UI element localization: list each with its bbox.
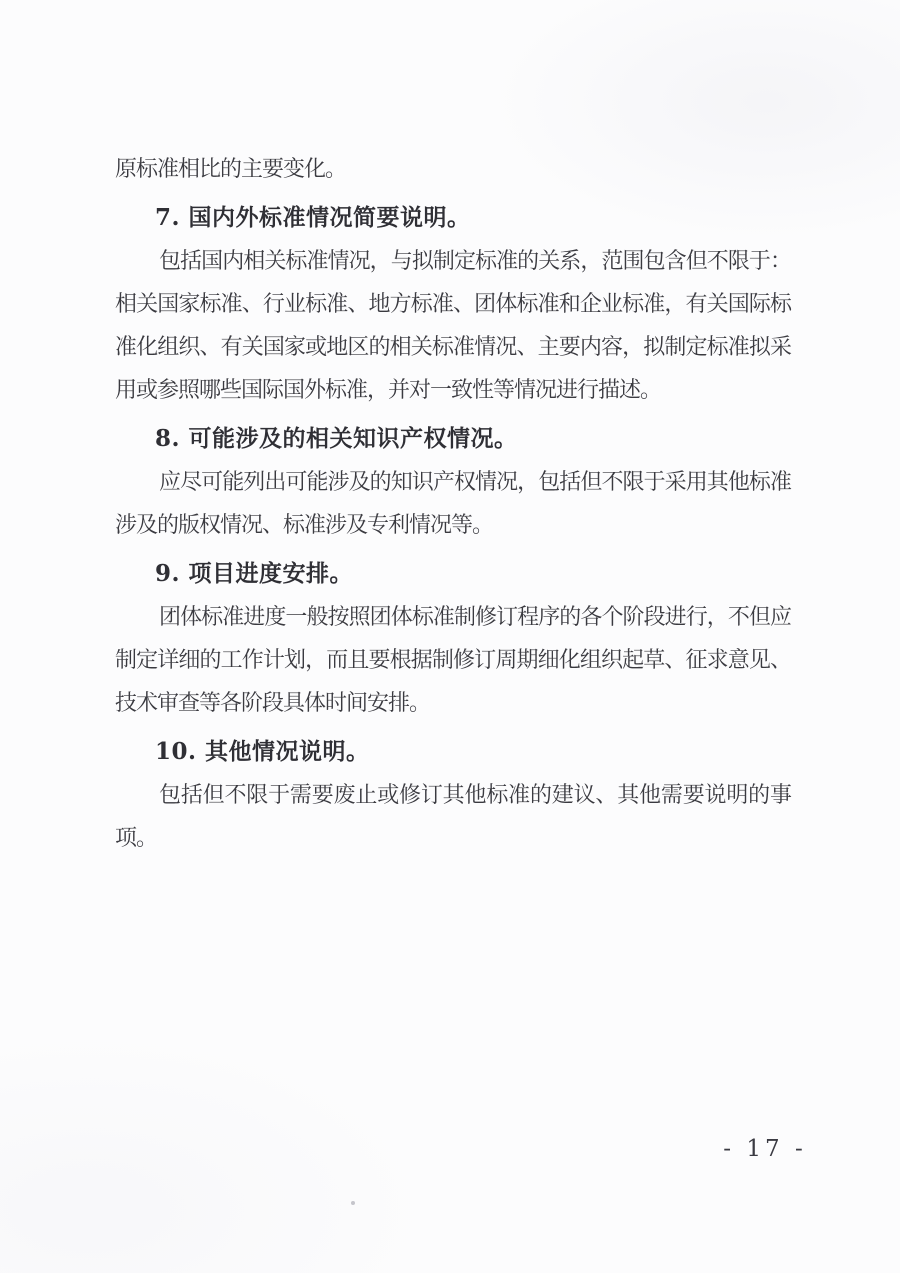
scan-artifact-speck bbox=[351, 1201, 355, 1205]
text-line: 项。 bbox=[115, 826, 158, 851]
section-7 bbox=[115, 196, 791, 412]
text-line: 涉及的版权情况、标准涉及专利情况等。 bbox=[115, 513, 494, 538]
text-line: 团体标准进度一般按照团体标准制修订程序的各个阶段进行，不但应 bbox=[159, 605, 791, 630]
text-line: 包括但不限于需要废止或修订其他标准的建议、其他需要说明的事 bbox=[159, 783, 791, 808]
section-heading: 8. 可能涉及的相关知识产权情况。 bbox=[155, 425, 518, 452]
section-heading: 9. 项目进度安排。 bbox=[155, 560, 354, 587]
section-9 bbox=[115, 552, 791, 725]
text-line: 准化组织、有关国家或地区的相关标准情况、主要内容，拟制定标准拟采 bbox=[115, 335, 791, 360]
section-8 bbox=[115, 417, 791, 547]
text-line: 应尽可能列出可能涉及的知识产权情况，包括但不限于采用其他标准 bbox=[159, 470, 791, 495]
section-heading: 10. 其他情况说明。 bbox=[155, 738, 370, 765]
document-text-block bbox=[115, 148, 791, 860]
text-line: 相关国家标准、行业标准、地方标准、团体标准和企业标准，有关国际标 bbox=[115, 292, 791, 317]
text-line: 制定详细的工作计划，而且要根据制修订周期细化组织起草、征求意见、 bbox=[115, 648, 791, 673]
page-number: - 17 - bbox=[723, 1136, 807, 1162]
text-line: 原标准相比的主要变化。 bbox=[115, 157, 347, 182]
text-line: 用或参照哪些国际国外标准，并对一致性等情况进行描述。 bbox=[115, 378, 662, 403]
text-line: 技术审查等各阶段具体时间安排。 bbox=[115, 691, 431, 716]
section-10 bbox=[115, 730, 791, 860]
section-heading: 7. 国内外标准情况简要说明。 bbox=[155, 204, 471, 231]
text-line: 包括国内相关标准情况，与拟制定标准的关系，范围包含但不限于： bbox=[159, 249, 791, 274]
